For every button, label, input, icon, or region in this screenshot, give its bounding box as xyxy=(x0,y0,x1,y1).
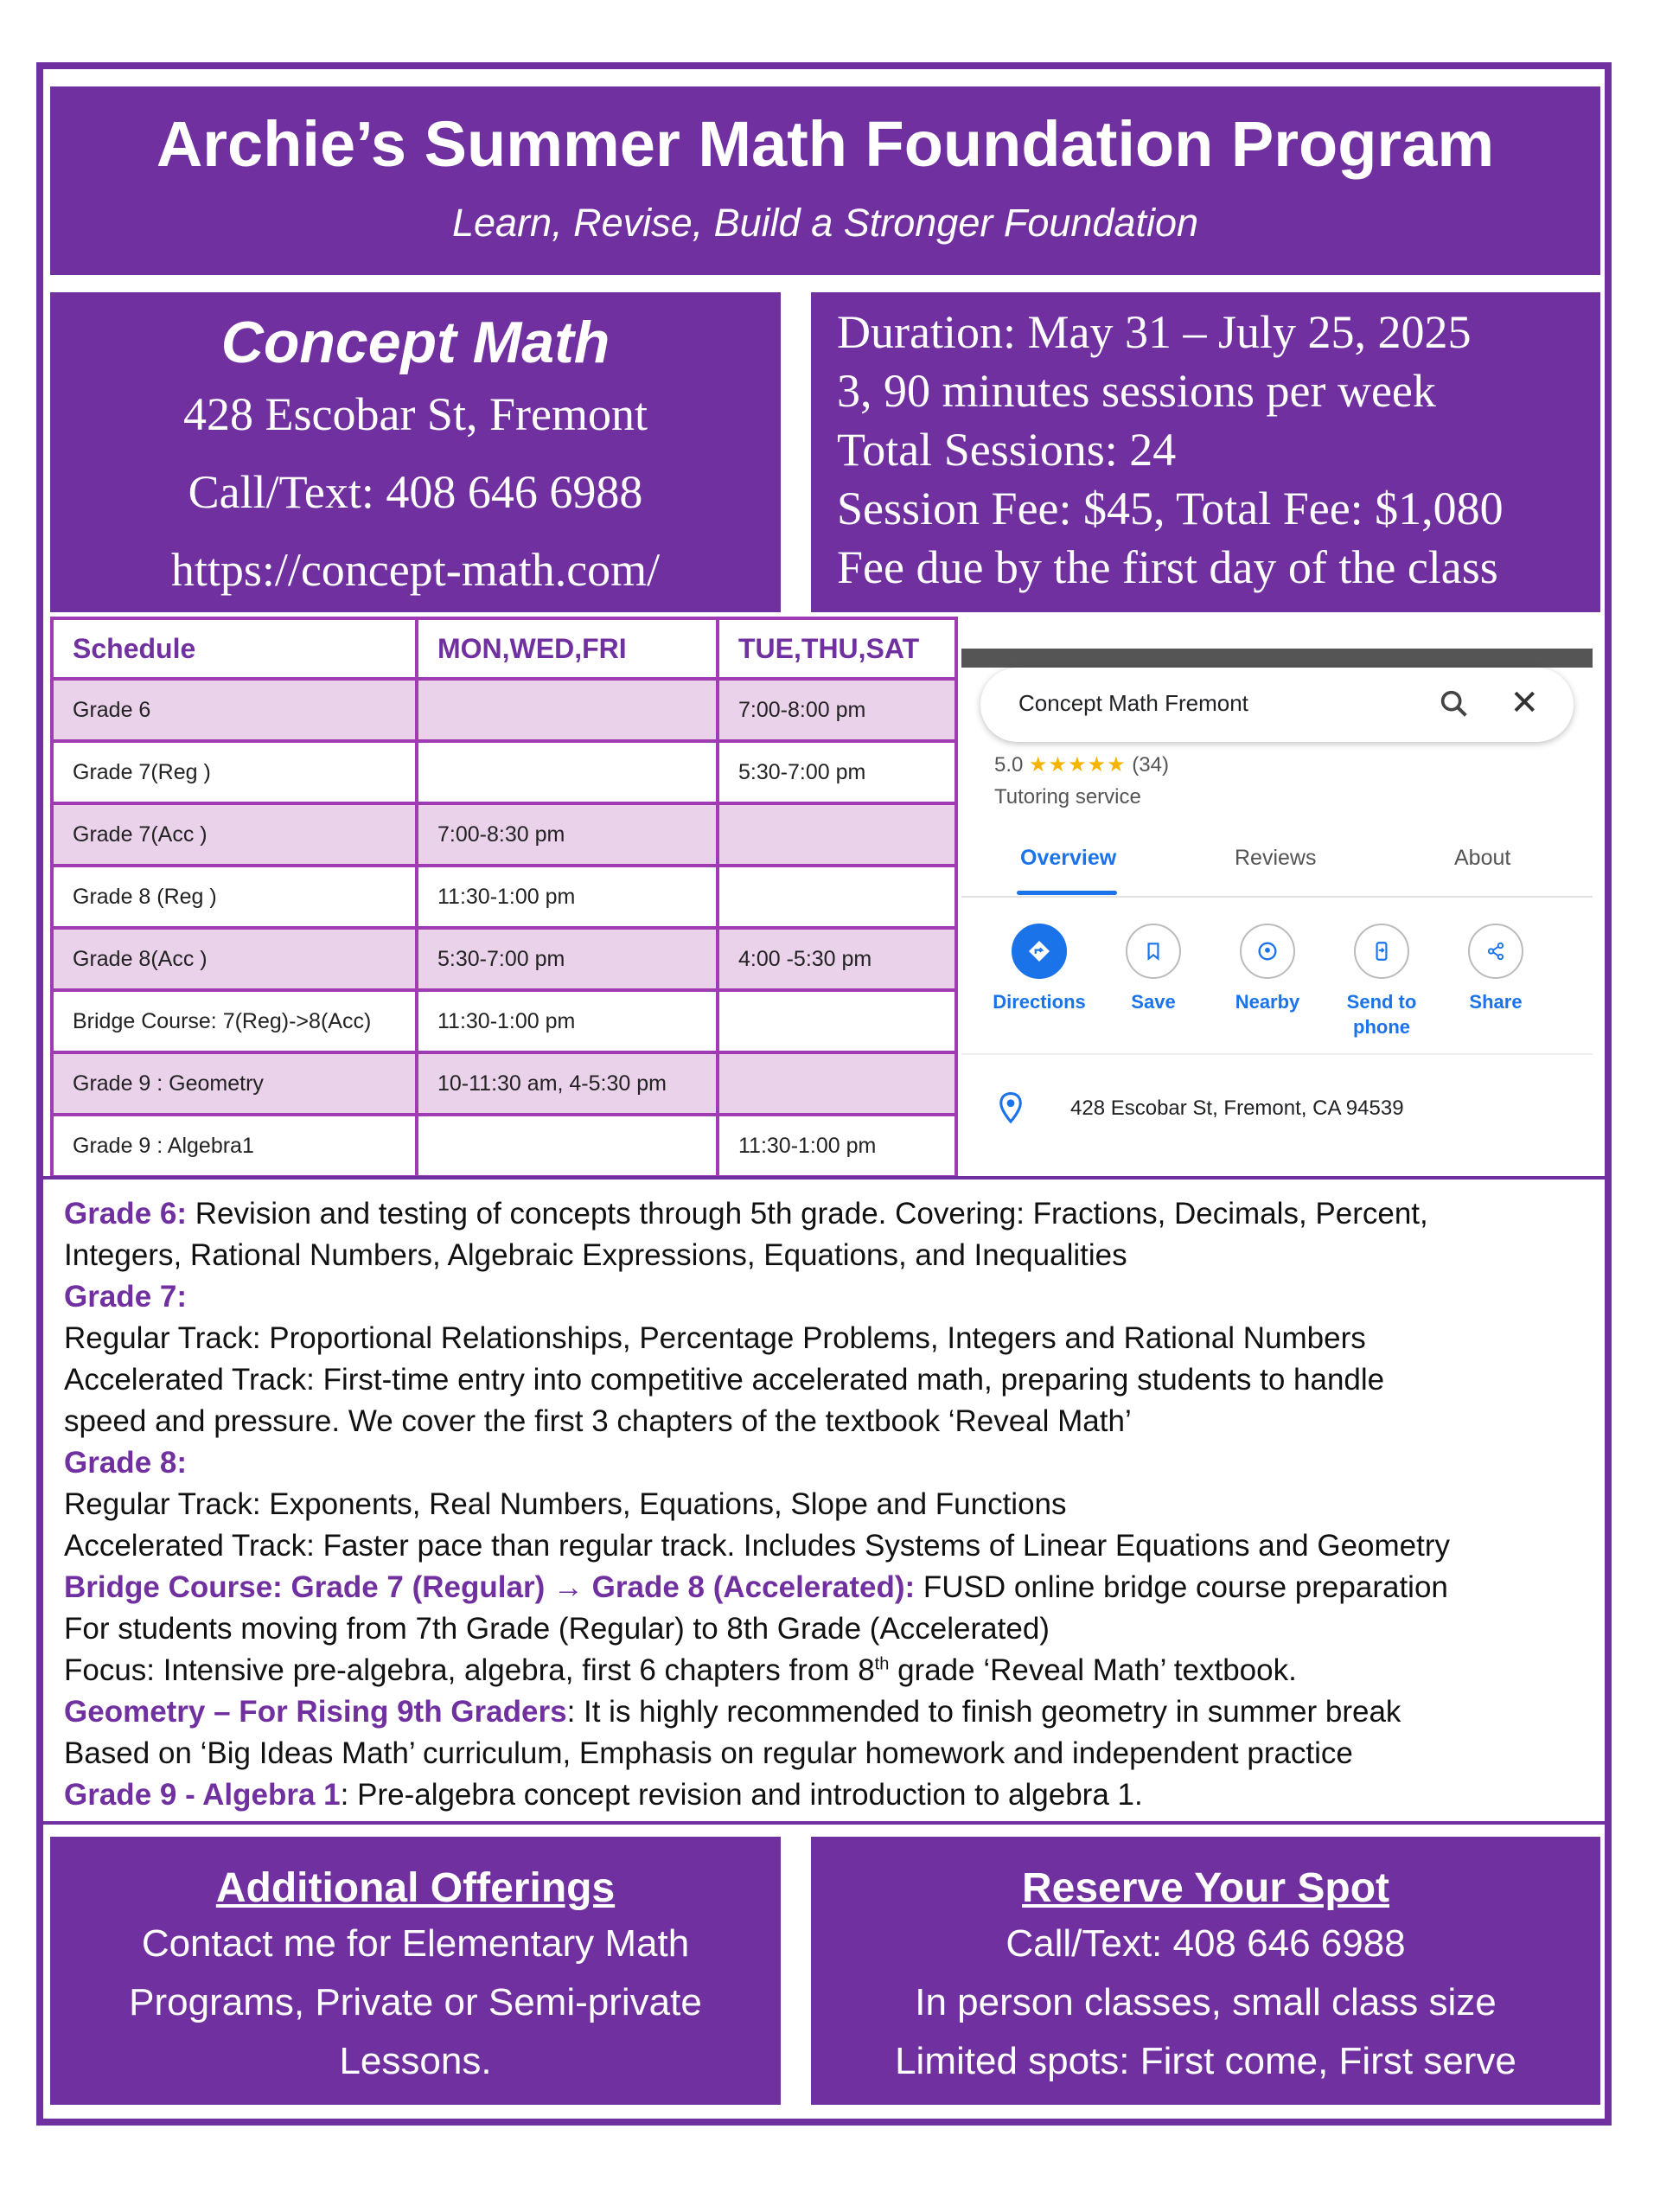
duration: Duration: May 31 – July 25, 2025 xyxy=(837,306,1472,358)
description-text: Integers, Rational Numbers, Algebraic Expressions, Equations, and Inequalities xyxy=(64,1238,1127,1272)
description-text: grade ‘Reveal Math’ textbook. xyxy=(889,1653,1297,1687)
table-cell xyxy=(417,1115,718,1177)
table-cell: 4:00 -5:30 pm xyxy=(718,928,956,990)
reserve-spot-box xyxy=(811,1837,1600,2105)
table-cell: 7:00-8:30 pm xyxy=(417,803,718,866)
bridge-course-label: Bridge Course: Grade 7 (Regular) → Grade 8 (Accelerated): xyxy=(64,1570,916,1604)
business-category: Tutoring service xyxy=(994,785,1141,809)
description-text: Regular Track: Proportional Relationships, Percentage Problems, Integers and Rational Numbers xyxy=(64,1321,1366,1355)
table-cell: 5:30-7:00 pm xyxy=(718,741,956,803)
table-cell xyxy=(718,990,956,1052)
table-row xyxy=(52,866,956,928)
contact-website[interactable]: https://concept-math.com/ xyxy=(170,544,661,596)
program-details-box xyxy=(811,292,1600,612)
bookmark-icon xyxy=(1126,924,1181,979)
table-cell: Grade 9 : Algebra1 xyxy=(52,1115,417,1177)
fee-due: Fee due by the first day of the class xyxy=(837,541,1498,593)
maps-listing-card xyxy=(961,649,1593,1150)
directions-icon xyxy=(1012,924,1067,979)
tab-divider xyxy=(961,896,1593,898)
table-cell: Grade 8 (Reg ) xyxy=(52,866,417,928)
table-cell: 11:30-1:00 pm xyxy=(718,1115,956,1177)
column-header: MON,WED,FRI xyxy=(417,618,718,679)
schedule-table xyxy=(50,617,958,1179)
description-text: FUSD online bridge course preparation xyxy=(915,1570,1448,1604)
offerings-heading: Additional Offerings xyxy=(215,1865,616,1911)
grade-7-label: Grade 7: xyxy=(64,1280,187,1314)
description-text: Regular Track: Exponents, Real Numbers, Equations, Slope and Functions xyxy=(64,1487,1067,1521)
description-text: For students moving from 7th Grade (Regular) to 8th Grade (Accelerated) xyxy=(64,1612,1050,1646)
action-label: Nearby xyxy=(1235,991,1300,1013)
nearby-icon xyxy=(1240,924,1295,979)
table-cell: 10-11:30 am, 4-5:30 pm xyxy=(417,1052,718,1115)
rating-value: 5.0 xyxy=(994,753,1024,777)
offerings-line: Contact me for Elementary Math xyxy=(141,1922,690,1965)
table-cell: Grade 9 : Geometry xyxy=(52,1052,417,1115)
map-photo-strip xyxy=(961,649,1593,668)
table-cell: Grade 8(Acc ) xyxy=(52,928,417,990)
share-icon xyxy=(1468,924,1523,979)
tab-about[interactable]: About xyxy=(1454,846,1511,870)
grade-8-label: Grade 8: xyxy=(64,1446,187,1480)
action-label: Share xyxy=(1469,991,1523,1013)
tab-reviews[interactable]: Reviews xyxy=(1235,846,1317,870)
table-row xyxy=(52,679,956,741)
listing-address[interactable]: 428 Escobar St, Fremont, CA 94539 xyxy=(1070,1096,1404,1120)
directions-button[interactable] xyxy=(979,924,1100,1014)
table-cell: Bridge Course: 7(Reg)->8(Acc) xyxy=(52,990,417,1052)
bridge-focus xyxy=(64,1650,1594,1691)
total-sessions: Total Sessions: 24 xyxy=(837,424,1177,476)
bridge-course-description xyxy=(64,1567,1594,1608)
table-cell xyxy=(417,741,718,803)
geometry-description xyxy=(64,1691,1594,1733)
sessions-per-week: 3, 90 minutes sessions per week xyxy=(837,365,1436,417)
brand-name: Concept Math xyxy=(220,310,610,375)
algebra-label: Grade 9 - Algebra 1 xyxy=(64,1778,341,1812)
table-row xyxy=(52,990,956,1052)
reserve-line: Limited spots: First come, First serve xyxy=(895,2040,1516,2082)
table-row xyxy=(52,928,956,990)
table-cell xyxy=(417,679,718,741)
action-label: Send to phone xyxy=(1346,991,1417,1038)
column-header: Schedule xyxy=(52,618,417,679)
fees: Session Fee: $45, Total Fee: $1,080 xyxy=(837,483,1504,534)
description-text: Revision and testing of concepts through 5th grade. Covering: Fractions, Decimals, Percent, xyxy=(187,1197,1428,1231)
description-text: Based on ‘Big Ideas Math’ curriculum, Emphasis on regular homework and independent practice xyxy=(64,1736,1353,1770)
table-cell xyxy=(718,866,956,928)
share-button[interactable] xyxy=(1435,924,1556,1014)
table-cell xyxy=(718,1052,956,1115)
table-row xyxy=(52,1115,956,1177)
superscript: th xyxy=(874,1654,890,1674)
description-text: : Pre-algebra concept revision and introduction to algebra 1. xyxy=(340,1778,1143,1812)
table-cell: Grade 7(Acc ) xyxy=(52,803,417,866)
search-bar[interactable] xyxy=(980,668,1574,742)
action-label: Directions xyxy=(993,991,1086,1013)
grade-6-label: Grade 6: xyxy=(64,1197,187,1231)
send-to-phone-icon xyxy=(1354,924,1409,979)
offerings-line: Programs, Private or Semi-private xyxy=(129,1981,702,2023)
description-text: Accelerated Track: First-time entry into competitive accelerated math, preparing students to handle xyxy=(64,1363,1385,1397)
contact-box xyxy=(50,292,781,612)
column-header: TUE,THU,SAT xyxy=(718,618,956,679)
table-cell xyxy=(718,803,956,866)
reserve-phone: Call/Text: 408 646 6988 xyxy=(1006,1922,1406,1965)
description-text: : It is highly recommended to finish geometry in summer break xyxy=(566,1695,1401,1729)
search-icon[interactable] xyxy=(1437,687,1472,721)
table-cell: Grade 6 xyxy=(52,679,417,741)
send-to-phone-button[interactable] xyxy=(1321,924,1442,1039)
reserve-line: In person classes, small class size xyxy=(915,1981,1497,2023)
review-count: (34) xyxy=(1132,753,1169,777)
search-input[interactable]: Concept Math Fremont xyxy=(1018,690,1248,716)
rating-row xyxy=(994,752,1169,777)
star-rating-icon: ★★★★★ xyxy=(1029,753,1127,777)
divider xyxy=(43,1821,1605,1825)
table-cell: 7:00-8:00 pm xyxy=(718,679,956,741)
course-descriptions xyxy=(64,1193,1594,1816)
reserve-heading: Reserve Your Spot xyxy=(1021,1865,1390,1911)
table-cell: Grade 7(Reg ) xyxy=(52,741,417,803)
description-text: speed and pressure. We cover the first 3 chapters of the textbook ‘Reveal Math’ xyxy=(64,1404,1132,1438)
table-header-row xyxy=(52,618,956,679)
table-cell: 5:30-7:00 pm xyxy=(417,928,718,990)
geometry-label: Geometry – For Rising 9th Graders xyxy=(64,1695,567,1729)
action-label: Save xyxy=(1131,991,1176,1013)
contact-address: 428 Escobar St, Fremont xyxy=(183,388,648,440)
location-pin-icon xyxy=(998,1091,1024,1126)
contact-phone: Call/Text: 408 646 6988 xyxy=(188,466,643,518)
header-banner xyxy=(50,86,1600,275)
table-cell: 11:30-1:00 pm xyxy=(417,866,718,928)
active-tab-indicator xyxy=(1017,891,1117,895)
offerings-line: Lessons. xyxy=(339,2040,492,2082)
description-text: Accelerated Track: Faster pace than regular track. Includes Systems of Linear Equations and Geometry xyxy=(64,1529,1451,1563)
page-title: Archie’s Summer Math Foundation Program xyxy=(156,108,1495,180)
table-row xyxy=(52,803,956,866)
grade-6-description xyxy=(64,1193,1594,1235)
nearby-button[interactable] xyxy=(1207,924,1328,1014)
save-button[interactable] xyxy=(1093,924,1214,1014)
table-row xyxy=(52,741,956,803)
algebra-description xyxy=(64,1774,1594,1816)
description-text: Focus: Intensive pre-algebra, algebra, first 6 chapters from 8 xyxy=(64,1653,875,1687)
additional-offerings-box xyxy=(50,1837,781,2105)
table-cell: 11:30-1:00 pm xyxy=(417,990,718,1052)
tagline: Learn, Revise, Build a Stronger Foundation xyxy=(451,201,1199,245)
divider xyxy=(43,1176,1605,1180)
tab-overview[interactable]: Overview xyxy=(1020,846,1117,870)
close-icon[interactable]: ✕ xyxy=(1510,684,1539,722)
divider xyxy=(961,1053,1593,1055)
table-row xyxy=(52,1052,956,1115)
